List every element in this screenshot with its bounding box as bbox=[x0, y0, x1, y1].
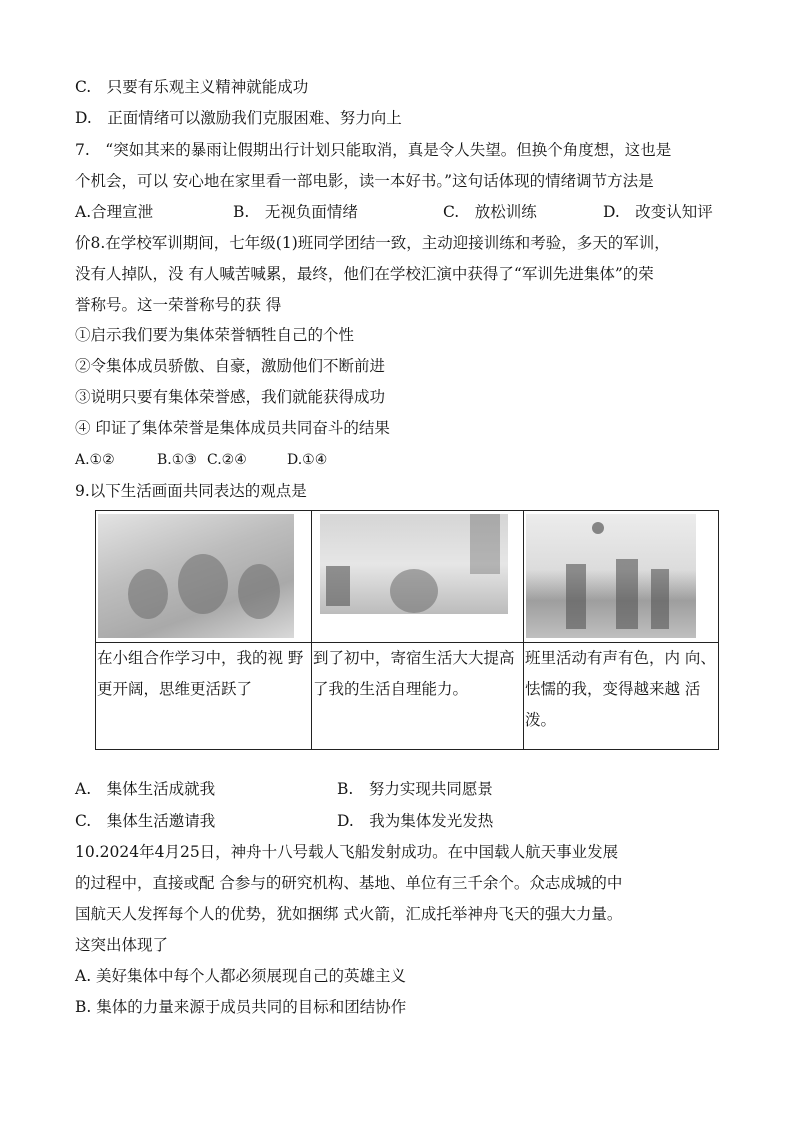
q9-option-b: B. 努力实现共同愿景 bbox=[337, 780, 493, 798]
q7-stem-line-1: 7. “突如其来的暴雨让假期出行计划只能取消，真是令人失望。但换个角度想，这也是 bbox=[75, 141, 672, 159]
q8-statement-3: ③说明只要有集体荣誉感，我们就能获得成功 bbox=[75, 388, 386, 406]
basketball-photo bbox=[526, 514, 696, 638]
q7-option-a: A.合理宣泄 bbox=[75, 203, 154, 221]
q9-option-d: D. 我为集体发光发热 bbox=[337, 812, 494, 830]
q9-picture-row bbox=[96, 511, 719, 643]
q9-stem: 9.以下生活画面共同表达的观点是 bbox=[75, 482, 307, 500]
q8-stem-line-2: 没有人掉队，没 有人喊苦喊累，最终，他们在学校汇演中获得了“军训先进集体”的荣 bbox=[75, 265, 654, 283]
q9-cell-3 bbox=[524, 511, 719, 643]
q8-option-c: C.②④ bbox=[207, 452, 247, 468]
q9-caption-2: 到了初中，寄宿生活大大提高了我的生活自理能力。 bbox=[312, 643, 524, 750]
q10-stem-line-3: 国航天人发挥每个人的优势，犹如捆绑 式火箭，汇成托举神舟飞天的强大力量。 bbox=[75, 905, 623, 923]
q10-option-a: A. 美好集体中每个人都必须展现自己的英雄主义 bbox=[75, 967, 407, 985]
q10-stem-line-1: 10.2024年4月25日，神舟十八号载人飞船发射成功。在中国载人航天事业发展 bbox=[75, 843, 619, 861]
q9-picture-table bbox=[95, 510, 719, 750]
q8-option-d: D.①④ bbox=[287, 452, 328, 468]
dorm-student-photo bbox=[320, 514, 508, 614]
q8-stem-line-3: 誉称号。这一荣誉称号的获 得 bbox=[75, 296, 282, 314]
q7-stem-line-2: 个机会，可以 安心地在家里看一部电影，读一本好书。”这句话体现的情绪调节方法是 bbox=[75, 172, 654, 190]
q10-stem-line-4: 这突出体现了 bbox=[75, 936, 169, 954]
q7-option-b: B. 无视负面情绪 bbox=[233, 203, 358, 221]
q7-option-c: C. 放松训练 bbox=[443, 203, 537, 221]
q9-caption-3: 班里活动有声有色，内 向、怯懦的我，变得越来越 活泼。 bbox=[524, 643, 719, 750]
q8-option-b: B.①③ bbox=[157, 452, 197, 468]
q9-cell-1 bbox=[96, 511, 312, 643]
q6-option-c: C. 只要有乐观主义精神就能成功 bbox=[75, 78, 309, 96]
q9-option-a: A. 集体生活成就我 bbox=[75, 780, 216, 798]
q10-stem-line-2: 的过程中，直接或配 合参与的研究机构、基地、单位有三千余个。众志成城的中 bbox=[75, 874, 623, 892]
q6-option-d: D. 正面情绪可以激励我们克服困难、努力向上 bbox=[75, 109, 402, 127]
q8-stem-line-1: 价8.在学校军训期间，七年级(1)班同学团结一致，主动迎接训练和考验，多天的军训， bbox=[75, 234, 670, 252]
q8-statement-2: ②令集体成员骄傲、自豪，激励他们不断前进 bbox=[75, 357, 386, 375]
q8-statement-4: ④ 印证了集体荣誉是集体成员共同奋斗的结果 bbox=[75, 419, 390, 437]
q10-option-b: B. 集体的力量来源于成员共同的目标和团结协作 bbox=[75, 998, 407, 1016]
q9-option-c: C. 集体生活邀请我 bbox=[75, 812, 216, 830]
q9-cell-2 bbox=[312, 511, 524, 643]
group-study-photo bbox=[98, 514, 294, 638]
q9-caption-1: 在小组合作学习中，我的视 野更开阔，思维更活跃了 bbox=[96, 643, 312, 750]
q8-statement-1: ①启示我们要为集体荣誉牺牲自己的个性 bbox=[75, 326, 355, 344]
q8-option-a: A.①② bbox=[75, 452, 115, 468]
q7-option-d: D. 改变认知评 bbox=[603, 203, 713, 221]
q9-caption-row bbox=[96, 643, 719, 750]
